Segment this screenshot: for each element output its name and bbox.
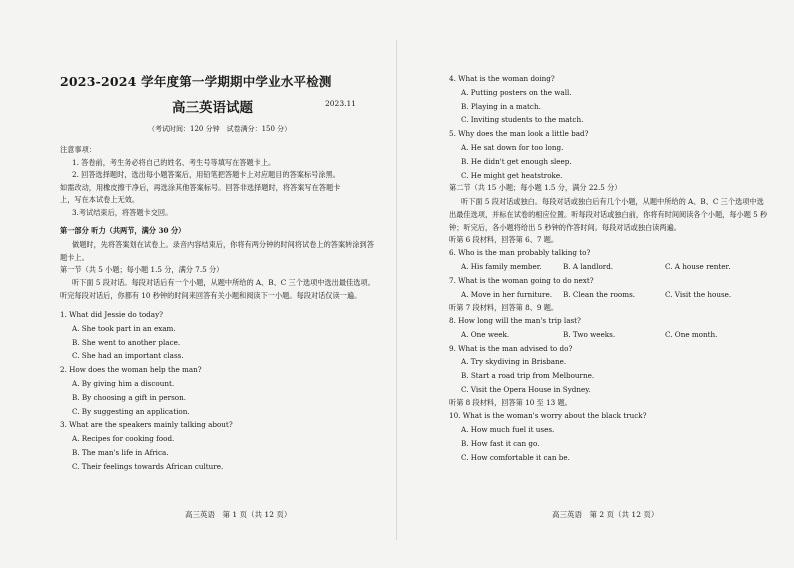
option-b: B. A landlord. (563, 262, 614, 272)
question-text: 4. What is the woman doing? (449, 74, 555, 83)
option-c: C. How comfortable it can be. (461, 452, 570, 462)
option-b: B. Start a road trip from Melbourne. (461, 371, 595, 381)
option-a: A. He sat down for too long. (461, 142, 564, 152)
option-c: C. Visit the house. (665, 289, 732, 299)
footer-right-page-number: 高三英语 第 2 页（共 12 页） (552, 510, 659, 519)
question-text: 9. What is the man advised to do? (449, 343, 573, 353)
listen-instruction-7: 听第 7 段材料，回答第 8、9 题。 (449, 302, 559, 312)
part1-heading: 第一部分 听力（共两节，满分 30 分） (60, 226, 186, 235)
option-a: A. Move in her furniture. (461, 289, 553, 299)
question-10 (449, 409, 768, 464)
question-1 (60, 308, 377, 363)
page-right (397, 0, 794, 568)
section1-intro: 听下面 5 段对话。每段对话后有一个小题，从题中所给的 A、B、C 三个选项中选出最佳选项。听完每段对话后，你都有 10 秒钟的时间来回答有关小题和阅读下一小题。每段对话仅读一遍。 (60, 278, 375, 300)
footer-left-page-number: 高三英语 第 1 页（共 12 页） (185, 510, 292, 519)
notice-item-2-end: 上，写在本试卷上无效。 (60, 195, 140, 204)
subtitle-row (60, 96, 377, 116)
question-9 (449, 342, 768, 397)
listen-instruction-8: 听第 8 段材料，回答第 10 至 13 题。 (449, 397, 572, 407)
notice-heading: 注意事项： (60, 145, 96, 154)
question-text: 6. Who is the man probably talking to? (449, 248, 591, 258)
option-c: C. One month. (665, 329, 718, 339)
option-a: A. One week. (461, 329, 510, 339)
question-7 (449, 274, 768, 302)
option-a: A. Try skydiving in Brisbane. (461, 357, 567, 367)
option-b: B. Clean the rooms. (563, 289, 636, 299)
question-5 (449, 127, 768, 182)
question-text: 7. What is the woman going to do next? (449, 275, 594, 285)
section2-heading: 第二节（共 15 小题；每小题 1.5 分，满分 22.5 分） (449, 183, 622, 193)
notice-item-1: 1. 答卷前，考生务必将自己的姓名、考生号等填写在答题卡上。 (72, 157, 276, 167)
option-a: A. By giving him a discount. (72, 378, 175, 388)
question-text: 2. How does the woman help the man? (60, 365, 202, 375)
question-text: 8. How long will the man's trip last? (449, 316, 581, 326)
option-c: C. A house renter. (665, 262, 731, 272)
question-2 (60, 363, 377, 418)
option-c: C. She had an important class. (72, 351, 184, 361)
option-b: B. He didn't get enough sleep. (461, 156, 572, 166)
option-b: B. Playing in a match. (461, 101, 541, 111)
part1-intro: 做题时，先将答案划在试卷上。录音内容结束后，你将有两分钟的时间将试卷上的答案转涂到答题卡上。 (60, 239, 374, 262)
options-row (449, 328, 768, 342)
notice-item-2-cont: 如需改动，用橡皮擦干净后，再选涂其他答案标号。回答非选择题时，将答案写在答题卡 (60, 182, 341, 192)
option-a: A. Recipes for cooking food. (72, 434, 175, 444)
question-3 (60, 418, 377, 473)
question-text: 10. What is the woman's worry about the black truck? (449, 411, 647, 421)
section2-intro: 听下面 5 段对话或独白。每段对话或独白后有几个小题，从题中所给的 A、B、C 三个选项中选出最佳选项，并标在试卷的相应位置。听每段对话或独白前，你将有时间阅读各个小题，每小题 5 秒钟；听完后，各小题将给出 5 秒钟的作答时间。每段对话或独白读两遍。 (449, 196, 768, 232)
options-row (449, 288, 768, 302)
question-text: 5. Why does the man look a little bad? (449, 129, 589, 139)
exam-date: 2023.11 (325, 99, 357, 108)
option-a: A. Putting posters on the wall. (461, 87, 572, 97)
question-6 (449, 246, 768, 274)
option-a: A. His family member. (461, 262, 542, 272)
question-4 (449, 72, 768, 127)
question-text: 3. What are the speakers mainly talking about? (60, 420, 233, 430)
question-text: 1. What did Jessie do today? (60, 310, 163, 319)
notice-item-3: 3.考试结束后，将答题卡交回。 (72, 207, 173, 217)
question-8 (449, 314, 768, 342)
section1-heading: 第一节（共 5 小题；每小题 1.5 分，满分 7.5 分） (60, 264, 224, 274)
option-b: B. By choosing a gift in person. (72, 392, 187, 402)
exam-subtitle: 高三英语试题 (172, 100, 253, 116)
option-b: B. She went to another place. (72, 337, 181, 347)
option-c: C. Inviting students to the match. (461, 115, 584, 125)
exam-meta: （考试时间：120 分钟 试卷满分：150 分） (148, 125, 292, 133)
option-c: C. By suggesting an application. (72, 406, 190, 416)
option-c: C. Visit the Opera House in Sydney. (461, 385, 591, 395)
listen-instruction-6: 听第 6 段材料，回答第 6、7 题。 (449, 234, 559, 244)
option-a: A. How much fuel it uses. (461, 425, 555, 435)
option-b: B. How fast it can go. (461, 438, 540, 448)
option-c: C. Their feelings towards African culture. (72, 461, 224, 471)
option-b: B. Two weeks. (563, 329, 616, 339)
notice-item-2: 2. 回答选择题时，选出每小题答案后，用铅笔把答题卡上对应题目的答案标号涂黑。 (72, 170, 340, 179)
exam-title: 2023-2024 学年度第一学期期中学业水平检测 (60, 74, 332, 89)
option-b: B. The man's life in Africa. (72, 447, 169, 457)
option-c: C. He might get heatstroke. (461, 170, 563, 180)
option-a: A. She took part in an exam. (72, 323, 176, 333)
options-row (449, 260, 768, 274)
